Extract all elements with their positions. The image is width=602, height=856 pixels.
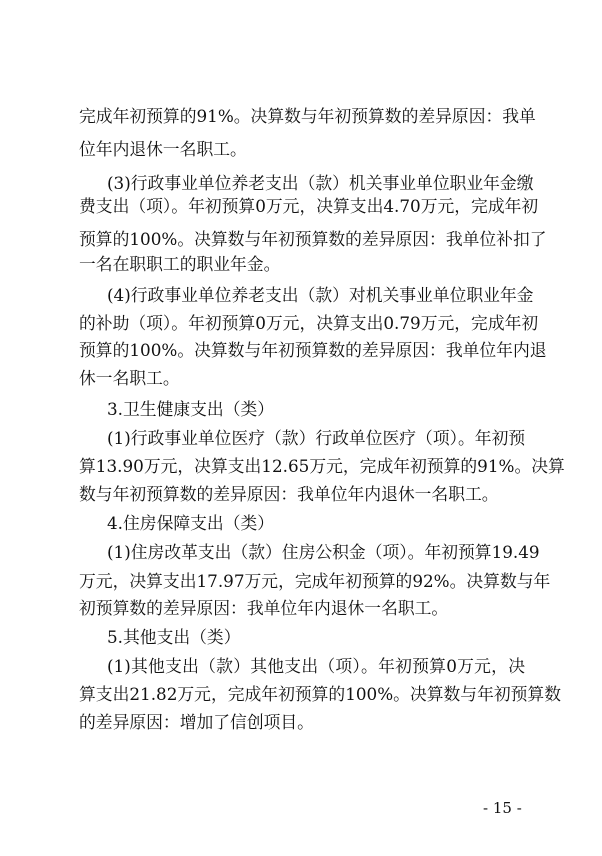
section-heading: 3.卫生健康支出（类） <box>107 399 275 419</box>
paragraph-line: 一名在职职工的职业年金。 <box>79 254 281 274</box>
paragraph-line: 算支出21.82万元，完成年初预算的100%。决算数与年初预算数 <box>79 684 561 704</box>
paragraph-line: 的补助（项）。年初预算0万元，决算支出0.79万元，完成年初 <box>79 313 539 333</box>
paragraph-line: (4)行政事业单位养老支出（款）对机关事业单位职业年金 <box>107 285 534 305</box>
paragraph-line: 数与年初预算数的差异原因：我单位年内退休一名职工。 <box>79 484 499 504</box>
paragraph-line: 算13.90万元，决算支出12.65万元，完成年初预算的91%。决算 <box>79 456 565 476</box>
section-heading: 4.住房保障支出（类） <box>107 513 275 533</box>
page-number: - 15 - <box>483 799 522 817</box>
paragraph-line: (3)行政事业单位养老支出（款）机关事业单位职业年金缴 <box>107 173 534 193</box>
paragraph-line: (1)住房改革支出（款）住房公积金（项）。年初预算19.49 <box>107 542 540 562</box>
paragraph-line: (1)其他支出（款）其他支出（项）。年初预算0万元，决 <box>107 656 525 676</box>
paragraph-line: 完成年初预算的91%。决算数与年初预算数的差异原因：我单 <box>79 106 536 126</box>
paragraph-line: 万元，决算支出17.97万元，完成年初预算的92%。决算数与年 <box>79 571 551 591</box>
paragraph-line: 初预算数的差异原因：我单位年内退休一名职工。 <box>79 598 449 618</box>
paragraph-line: (1)行政事业单位医疗（款）行政单位医疗（项）。年初预 <box>107 428 526 448</box>
paragraph-line: 费支出（项）。年初预算0万元，决算支出4.70万元，完成年初 <box>79 196 539 216</box>
paragraph-line: 休一名职工。 <box>79 368 180 388</box>
paragraph-line: 的差异原因：增加了信创项目。 <box>79 712 314 732</box>
paragraph-line: 预算的100%。决算数与年初预算数的差异原因：我单位年内退 <box>79 340 547 360</box>
paragraph-line: 预算的100%。决算数与年初预算数的差异原因：我单位补扣了 <box>79 229 547 249</box>
paragraph-line: 位年内退休一名职工。 <box>79 139 247 159</box>
section-heading: 5.其他支出（类） <box>107 627 241 647</box>
